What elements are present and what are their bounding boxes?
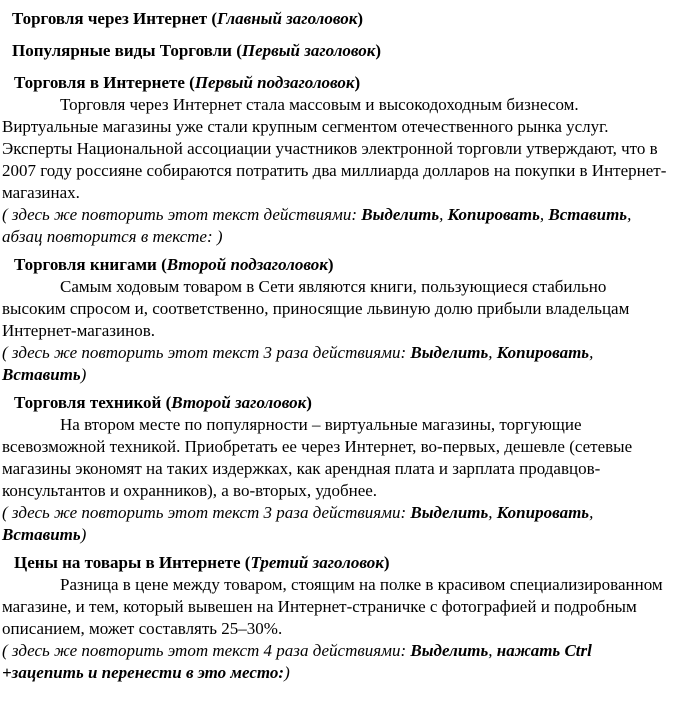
section-note: Третий заголовок bbox=[250, 553, 384, 572]
instruction-separator: , bbox=[589, 503, 594, 522]
section-instruction bbox=[0, 640, 679, 684]
action-select: Выделить bbox=[410, 641, 489, 660]
section-heading: Торговля в Интернете (Первый подзаголовок) bbox=[14, 73, 361, 92]
instruction-separator: , bbox=[488, 641, 497, 660]
section-paragraph: Торговля через Интернет стала массовым и высокодоходным бизнесом. Виртуальные магазины уже стали крупным сегментом отечественного рынка услуг. Эксперты Национальной ассоциации участников электронной торговли утверждают, что в 2007 году россияне собираются потратить два миллиарда долларов на покупки в Интернет-магазинах. bbox=[2, 95, 667, 202]
first-heading-note: Первый заголовок bbox=[241, 41, 376, 60]
section-trade-online bbox=[0, 72, 679, 248]
section-instruction bbox=[0, 204, 679, 248]
action-paste: Вставить bbox=[2, 525, 81, 544]
instruction-separator: , bbox=[539, 205, 549, 224]
action-paste: Вставить bbox=[2, 365, 81, 384]
instruction-separator: , bbox=[589, 343, 594, 362]
section-prices bbox=[0, 552, 679, 684]
action-select: Выделить bbox=[410, 343, 489, 362]
section-note: Второй подзаголовок bbox=[166, 255, 328, 274]
section-instruction bbox=[0, 502, 679, 546]
section-heading: Торговля книгами (Второй подзаголовок) bbox=[14, 255, 334, 274]
main-heading: Торговля через Интернет (Главный заголовок) bbox=[12, 9, 364, 28]
action-select: Выделить bbox=[410, 503, 489, 522]
instruction-separator: , bbox=[488, 503, 497, 522]
section-heading: Цены на товары в Интернете (Третий заголовок) bbox=[14, 553, 390, 572]
instruction-separator: , bbox=[488, 343, 497, 362]
action-select: Выделить bbox=[361, 205, 440, 224]
instruction-prefix: ( здесь же повторить этот текст 3 раза действиями: bbox=[2, 503, 411, 522]
action-drag: нажать Ctrl +зацепить и перенести в это место: bbox=[2, 641, 592, 682]
section-tech bbox=[0, 392, 679, 546]
action-copy: Копировать bbox=[447, 205, 540, 224]
section-note: Второй заголовок bbox=[171, 393, 307, 412]
section-title: Торговля в Интернете bbox=[14, 73, 185, 92]
instruction-prefix: ( здесь же повторить этот текст 3 раза действиями: bbox=[2, 343, 411, 362]
section-heading: Торговля техникой (Второй заголовок) bbox=[14, 393, 312, 412]
instruction-suffix: , абзац повторится в тексте: ) bbox=[2, 205, 632, 246]
section-books bbox=[0, 254, 679, 386]
first-heading-text: Популярные виды Торговли bbox=[12, 41, 232, 60]
main-heading-text: Торговля через Интернет bbox=[12, 9, 208, 28]
section-title: Торговля техникой bbox=[14, 393, 162, 412]
action-paste: Вставить bbox=[548, 205, 628, 224]
section-title: Цены на товары в Интернете bbox=[14, 553, 241, 572]
action-copy: Копировать bbox=[496, 503, 590, 522]
instruction-suffix: ) bbox=[80, 525, 87, 544]
section-instruction bbox=[0, 342, 679, 386]
section-paragraph: Разница в цене между товаром, стоящим на полке в красивом специализированном магазине, и тем, который вывешен на Интернет-страничке с фотографией и подробным описанием, может составлять 25–30%. bbox=[2, 575, 663, 638]
section-paragraph: На втором месте по популярности – виртуальные магазины, торгующие всевозможной техникой. Приобретать ее через Интернет, во-первых, дешевле (сетевые магазины экономят на таких издержках, как арендная плата и зарплата продавцов-консультантов и охранников), а во-вторых, удобнее. bbox=[2, 415, 633, 500]
action-copy: Копировать bbox=[496, 343, 590, 362]
section-paragraph: Самым ходовым товаром в Сети являются книги, пользующиеся стабильно высоким спросом и, соответственно, приносящие львиную долю прибыли владельцам Интернет-магазинов. bbox=[2, 277, 630, 340]
first-heading: Популярные виды Торговли (Первый заголовок) bbox=[12, 41, 382, 60]
instruction-separator: , bbox=[439, 205, 448, 224]
instruction-prefix: ( здесь же повторить этот текст 4 раза действиями: bbox=[2, 641, 411, 660]
section-note: Первый подзаголовок bbox=[194, 73, 355, 92]
instruction-suffix: ) bbox=[80, 365, 87, 384]
section-title: Торговля книгами bbox=[14, 255, 157, 274]
main-heading-note: Главный заголовок bbox=[217, 9, 358, 28]
instruction-prefix: ( здесь же повторить этот текст действиями: bbox=[2, 205, 362, 224]
instruction-suffix: ) bbox=[284, 663, 290, 682]
